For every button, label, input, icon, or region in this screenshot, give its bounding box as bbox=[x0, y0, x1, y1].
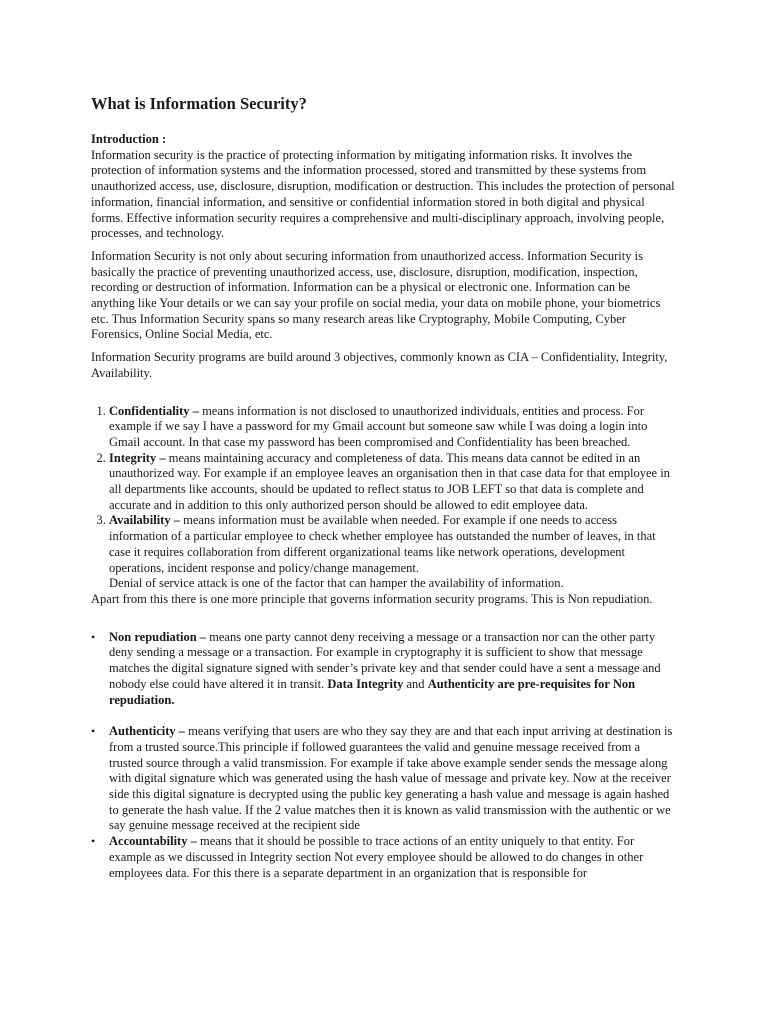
principles-list bbox=[91, 630, 676, 882]
paragraph-2: Information Security is not only about securing information from unauthorized access. Information Security is basically the practice of preventing unauthorized access, use, disclosure, disruption, modification, inspection, recording or destruction of information. Information can be a physical or electronic one. Information can be anything like Your details or we can say your profile on social media, your data on mobile phone, your biometrics etc. Thus Information Security spans so many research areas like Cryptography, Mobile Computing, Cyber Forensics, Online Social Media, etc. bbox=[91, 248, 661, 342]
intro-label: Introduction : bbox=[91, 132, 167, 146]
intro-paragraph bbox=[91, 132, 676, 242]
cia-item-integrity bbox=[109, 451, 676, 514]
principle-text: means one party cannot deny receiving a message or a transaction nor can the other party deny sending a message or a transaction. For example in cryptography it is sufficient to show that message matches the digital signature signed with sender’s private key and that sender could have a sent a message and nobody else could have altered it in transit. bbox=[109, 629, 661, 691]
term-availability: Availability – bbox=[109, 513, 180, 528]
term-integrity: Integrity – bbox=[109, 450, 166, 465]
intro-text: Information security is the practice of protecting information by mitigating information risks. It involves the protection of information systems and the information processed, stored and transmitted by these systems from unauthorized access, use, disclosure, disruption, modification or destruction. This includes the protection of personal information, financial information, and sensitive or confidential information stored in both digital and physical forms. Effective information security requires a comprehensive and multi-disciplinary approach, involving people, processes, and technology. bbox=[91, 147, 675, 241]
bullet-icon: • bbox=[91, 834, 96, 849]
paragraph-3: Information Security programs are build around 3 objectives, commonly known as CIA – Confidentiality, Integrity, Availability. bbox=[91, 350, 668, 380]
bullet-icon: • bbox=[91, 724, 96, 739]
term-data-integrity: Data Integrity bbox=[327, 676, 404, 691]
page-title: What is Information Security? bbox=[91, 94, 307, 113]
principle-authenticity bbox=[91, 724, 676, 834]
cia-text: means information must be available when needed. For example if one needs to access information of a particular employee to check whether employee has outstanded the number of leaves, in that case it requires collaboration from different organizational teams like network operations, development operations, incident response and policy/change management. bbox=[109, 513, 656, 575]
term-confidentiality: Confidentiality – bbox=[109, 403, 199, 418]
cia-text: means information is not disclosed to unauthorized individuals, entities and process. For example if we say I have a password for my Gmail account but someone saw while I was doing a login into Gmail account. In that case my password has been compromised and Confidentiality has been breached. bbox=[109, 403, 648, 449]
principle-accountability bbox=[91, 834, 676, 881]
cia-item-availability bbox=[109, 513, 676, 592]
term-authenticity-prereq: Authenticity are pre-requisites for Non repudiation. bbox=[109, 676, 636, 707]
term-non-repudiation: Non repudiation – bbox=[109, 629, 207, 644]
principle-text-mid: and bbox=[403, 676, 428, 691]
cia-list bbox=[91, 404, 676, 592]
paragraph-4: Apart from this there is one more principle that governs information security programs. This is Non repudiation. bbox=[91, 591, 653, 606]
principle-text: means verifying that users are who they say they are and that each input arriving at destination is from a trusted source.This principle if followed guarantees the valid and genuine message received from a trusted source through a valid transmission. For example if take above example sender sends the message along with digital signature which was generated using the hash value of message and private key. Now at the receiver side this digital signature is decrypted using the public key generating a hash value and message is again hashed to generate the hash value. If the 2 value matches then it is known as valid transmission with the authentic or we say genuine message received at the recipient side bbox=[109, 724, 673, 833]
bullet-icon: • bbox=[91, 629, 96, 644]
term-accountability: Accountability – bbox=[109, 834, 197, 849]
principle-text: means that it should be possible to trace actions of an entity uniquely to that entity. For example as we discussed in Integrity section Not every employee should be allowed to do changes in other employees data. For this there is a separate department in an organization that is responsible for bbox=[109, 834, 644, 880]
cia-item-confidentiality bbox=[109, 404, 676, 451]
principle-non-repudiation bbox=[91, 630, 676, 709]
cia-text: means maintaining accuracy and completeness of data. This means data cannot be edited in an unauthorized way. For example if an employee leaves an organisation then in that case data for that employee in all departments like accounts, should be updated to reflect status to JOB LEFT so that data is complete and accurate and in addition to this only authorized person should be allowed to edit employee data. bbox=[109, 450, 670, 512]
term-authenticity: Authenticity – bbox=[109, 724, 186, 739]
cia-availability-extra: Denial of service attack is one of the factor that can hamper the availability of information. bbox=[109, 576, 564, 591]
